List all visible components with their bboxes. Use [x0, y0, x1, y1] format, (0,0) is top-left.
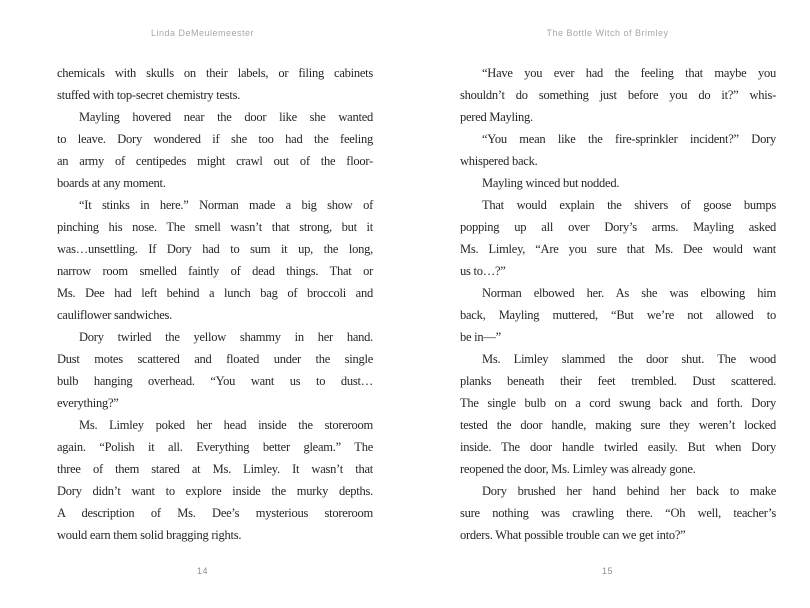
text-line: Dory twirled the yellow shammy in her hand. [79, 330, 373, 344]
text-line: planks beneath their feet trembled. Dust scattered. [460, 374, 776, 388]
text-line: orders. What possible trouble can we get into?” [460, 528, 686, 542]
running-header-title: The Bottle Witch of Brimley [546, 28, 669, 38]
text-line: Ms. Limley poked her head inside the storeroom [79, 418, 373, 432]
paragraph [57, 62, 373, 106]
text-line: three of them stared at Ms. Limley. It wasn’t that [57, 462, 373, 476]
paragraph [460, 194, 776, 282]
text-line: Ms. Limley slammed the door shut. The wood [482, 352, 776, 366]
paragraph [460, 348, 776, 480]
text-line: inside. The door handle twirled easily. But when Dory [460, 440, 776, 454]
text-line: Dory brushed her hand behind her back to make [482, 484, 776, 498]
text-line: narrow room smelled faintly of dead things. That or [57, 264, 373, 278]
text-line: stuffed with top-secret chemistry tests. [57, 88, 241, 102]
text-line: “You mean like the fire-sprinkler incident?” Dory [482, 132, 776, 146]
text-line: sure nothing was crawling there. “Oh well, teacher’s [460, 506, 776, 520]
text-line: pered Mayling. [460, 110, 533, 124]
page-number: 15 [601, 566, 613, 576]
running-header-author: Linda DeMeulemeester [150, 28, 255, 38]
paragraph [460, 172, 776, 194]
text-line: back, Mayling muttered, “But we’re not allowed to [460, 308, 776, 322]
text-line: everything?” [57, 396, 119, 410]
text-line: popping up all over Dory’s arms. Mayling asked [460, 220, 776, 234]
text-line: shouldn’t do something just before you do it?” whis- [460, 88, 776, 102]
paragraph [460, 480, 776, 546]
paragraph [57, 326, 373, 414]
text-line: Dust motes scattered and floated under the single [57, 352, 373, 366]
text-line: was…unsettling. If Dory had to sum it up, the long, [57, 242, 373, 256]
text-column [460, 62, 776, 546]
text-line: A description of Ms. Dee’s mysterious storeroom [57, 506, 373, 520]
text-column [57, 62, 373, 546]
text-line: cauliflower sandwiches. [57, 308, 173, 322]
text-line: Norman elbowed her. As she was elbowing him [482, 286, 776, 300]
text-line: an army of centipedes might crawl out of the floor- [57, 154, 373, 168]
text-line: reopened the door, Ms. Limley was already gone. [460, 462, 696, 476]
paragraph [57, 106, 373, 194]
text-line: again. “Polish it all. Everything better gleam.” The [57, 440, 373, 454]
text-line: chemicals with skulls on their labels, or filing cabinets [57, 66, 373, 80]
text-line: “It stinks in here.” Norman made a big show of [79, 198, 373, 212]
paragraph [57, 194, 373, 326]
text-line: Ms. Dee had left behind a lunch bag of broccoli and [57, 286, 373, 300]
text-line: The single bulb on a cord swung back and forth. Dory [460, 396, 776, 410]
text-line: Dory didn’t want to explore inside the murky depths. [57, 484, 373, 498]
text-line: Mayling hovered near the door like she wanted [79, 110, 373, 124]
page-right [405, 0, 810, 608]
page-number: 14 [196, 566, 208, 576]
text-line: us to…?” [460, 264, 506, 278]
text-line: Mayling winced but nodded. [482, 176, 620, 190]
text-line: bulb hanging overhead. “You want us to dust… [57, 374, 373, 388]
text-line: be in—” [460, 330, 501, 344]
text-line: That would explain the shivers of goose bumps [482, 198, 776, 212]
paragraph [460, 128, 776, 172]
text-line: whispered back. [460, 154, 538, 168]
text-line: to leave. Dory wondered if she too had the feeling [57, 132, 373, 146]
text-line: boards at any moment. [57, 176, 166, 190]
paragraph [460, 282, 776, 348]
text-line: pinching his nose. The smell wasn’t that strong, but it [57, 220, 373, 234]
text-line: “Have you ever had the feeling that maybe you [482, 66, 776, 80]
paragraph [460, 62, 776, 128]
paragraph [57, 414, 373, 546]
text-line: would earn them solid bragging rights. [57, 528, 242, 542]
text-line: tested the door handle, making sure they weren’t locked [460, 418, 776, 432]
text-line: Ms. Limley, “Are you sure that Ms. Dee would want [460, 242, 776, 256]
